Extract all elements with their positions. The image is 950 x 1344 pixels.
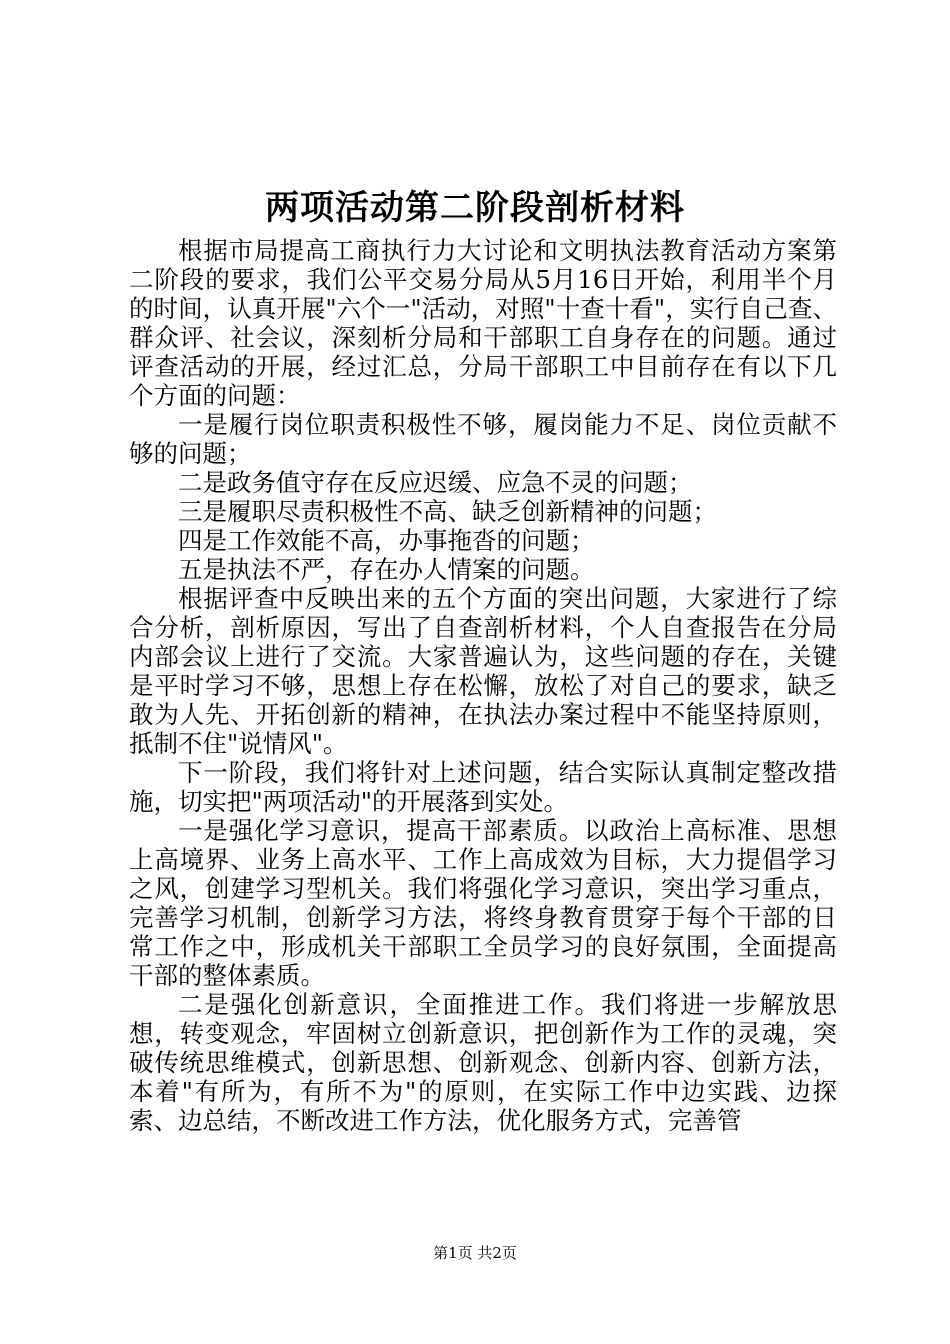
paragraph-problem-1: 一是履行岗位职责积极性不够，履岗能力不足、岗位贡献不够的问题；: [129, 410, 837, 468]
paragraph-measure-2: 二是强化创新意识，全面推进工作。我们将进一步解放思想，转变观念，牢固树立创新意识，把创新作为工作的灵魂，突破传统思维模式，创新思想、创新观念、创新内容、创新方法，本着"有所为，有所不为"的原则，在实际工作中边实践、边探索、边总结，不断改进工作方法，优化服务方式，完善管: [129, 990, 837, 1135]
paragraph-analysis: 根据评查中反映出来的五个方面的突出问题，大家进行了综合分析，剖析原因，写出了自查剖析材料，个人自查报告在分局内部会议上进行了交流。大家普遍认为，这些问题的存在，关键是平时学习不够，思想上存在松懈，放松了对自己的要求，缺乏敢为人先、开拓创新的精神，在执法办案过程中不能坚持原则，抵制不住"说情风"。: [129, 584, 837, 758]
document-body: [129, 236, 837, 1135]
document-title: 两项活动第二阶段剖析材料: [265, 188, 685, 228]
paragraph-intro: 根据市局提高工商执行力大讨论和文明执法教育活动方案第二阶段的要求，我们公平交易分局从5月16日开始，利用半个月的时间，认真开展"六个一"活动，对照"十查十看"，实行自己查、群众评、社会议，深刻析分局和干部职工自身存在的问题。通过评查活动的开展，经过汇总，分局干部职工中目前存在有以下几个方面的问题：: [129, 236, 837, 410]
paragraph-next-stage: 下一阶段，我们将针对上述问题，结合实际认真制定整改措施，切实把"两项活动"的开展落到实处。: [129, 758, 837, 816]
page-footer: 第1页 共2页: [433, 1244, 517, 1262]
paragraph-problem-4: 四是工作效能不高，办事拖沓的问题；: [178, 526, 595, 555]
paragraph-problem-5: 五是执法不严，存在办人情案的问题。: [178, 555, 595, 584]
paragraph-problem-2: 二是政务值守存在反应迟缓、应急不灵的问题；: [178, 468, 693, 497]
paragraph-measure-1: 一是强化学习意识，提高干部素质。以政治上高标准、思想上高境界、业务上高水平、工作上高成效为目标，大力提倡学习之风，创建学习型机关。我们将强化学习意识，突出学习重点，完善学习机制，创新学习方法，将终身教育贯穿于每个干部的日常工作之中，形成机关干部职工全员学习的良好氛围，全面提高干部的整体素质。: [129, 816, 837, 990]
paragraph-problem-3: 三是履职尽责积极性不高、缺乏创新精神的问题；: [178, 497, 717, 526]
